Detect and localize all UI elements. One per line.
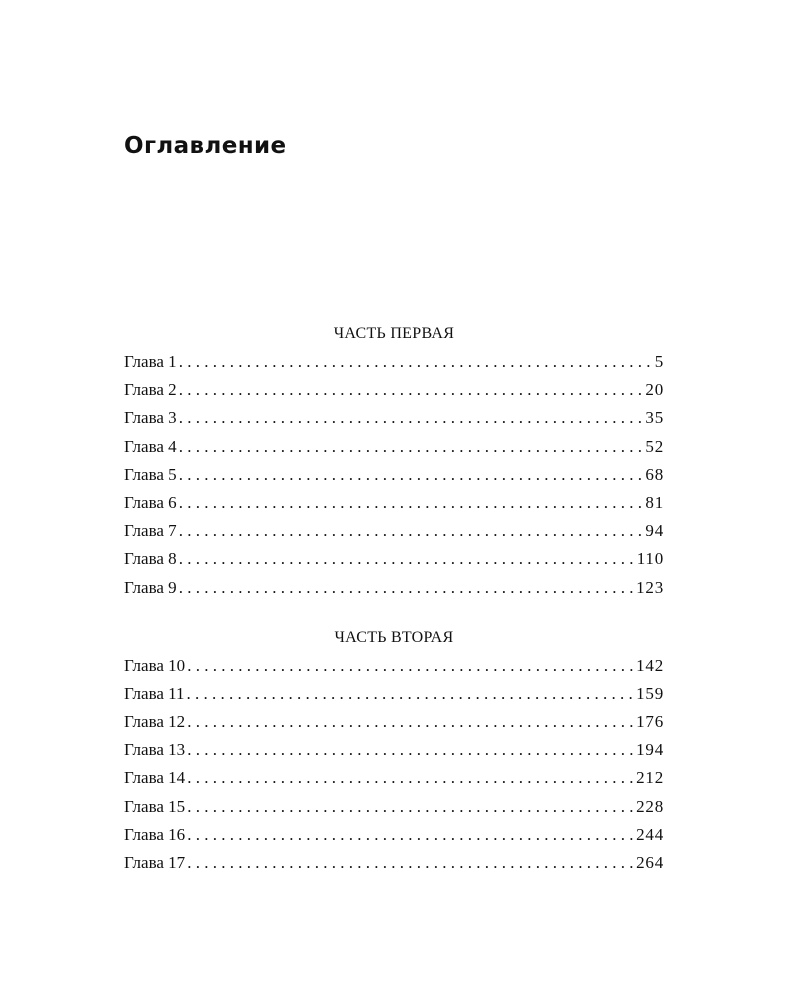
chapter-label: Глава 8: [124, 549, 177, 569]
chapter-label: Глава 17: [124, 853, 186, 872]
toc-entry[interactable]: [124, 574, 664, 602]
dot-leader: [187, 793, 634, 821]
dot-leader: [187, 764, 634, 792]
toc-entry[interactable]: [124, 708, 664, 736]
dot-leader: [179, 348, 653, 376]
page-number: 110: [636, 549, 664, 569]
chapter-label: Глава 15: [124, 796, 186, 816]
table-of-contents: [124, 320, 664, 877]
dot-leader: [187, 821, 634, 849]
dot-leader: [187, 736, 634, 764]
dot-leader: [187, 652, 634, 680]
page-title: Оглавление: [124, 133, 287, 159]
dot-leader: [179, 517, 644, 545]
dot-leader: [179, 574, 634, 602]
toc-entry[interactable]: [124, 736, 664, 764]
part-one: [124, 320, 664, 602]
chapter-label: Глава 14: [124, 768, 186, 788]
page-number: 20: [645, 380, 664, 400]
dot-leader: [187, 849, 634, 877]
chapter-label: Глава 6: [124, 492, 177, 512]
chapter-label: Глава 13: [124, 740, 186, 760]
chapter-label: Глава 5: [124, 464, 177, 484]
page-number: 94: [645, 521, 664, 541]
toc-entry[interactable]: [124, 764, 664, 792]
toc-entry[interactable]: [124, 793, 664, 821]
chapter-label: Глава 11: [124, 683, 185, 703]
page-number: 244: [636, 824, 664, 844]
page-number: 142: [636, 655, 664, 675]
toc-entry[interactable]: [124, 404, 664, 432]
toc-entry[interactable]: [124, 652, 664, 680]
dot-leader: [179, 461, 644, 489]
page-number: 194: [636, 740, 664, 760]
chapter-label: Глава 9: [124, 577, 177, 597]
toc-entry[interactable]: [124, 821, 664, 849]
chapter-label: Глава 7: [124, 521, 177, 541]
toc-entry[interactable]: [124, 376, 664, 404]
toc-entry[interactable]: [124, 489, 664, 517]
page-number: 264: [636, 853, 664, 872]
dot-leader: [179, 376, 644, 404]
toc-entry[interactable]: [124, 849, 664, 877]
page-number: 81: [645, 492, 664, 512]
part-title: ЧАСТЬ ПЕРВАЯ: [333, 325, 455, 342]
dot-leader: [187, 708, 634, 736]
toc-entry[interactable]: [124, 433, 664, 461]
page-number: 5: [654, 352, 664, 371]
toc-entry[interactable]: [124, 545, 664, 573]
chapter-label: Глава 12: [124, 712, 186, 732]
toc-entry[interactable]: [124, 680, 664, 708]
toc-entry[interactable]: [124, 348, 664, 376]
part-two: [124, 624, 664, 878]
chapter-label: Глава 2: [124, 380, 177, 400]
chapter-label: Глава 4: [124, 436, 177, 456]
dot-leader: [179, 545, 635, 573]
part-title: ЧАСТЬ ВТОРАЯ: [334, 628, 454, 646]
dot-leader: [187, 680, 635, 708]
dot-leader: [179, 404, 644, 432]
page-number: 68: [645, 464, 664, 484]
chapter-label: Глава 3: [124, 408, 177, 428]
dot-leader: [179, 489, 644, 517]
chapter-label: Глава 16: [124, 824, 186, 844]
page-number: 176: [636, 712, 664, 732]
page-number: 123: [636, 577, 664, 597]
page-number: 52: [645, 436, 664, 456]
chapter-label: Глава 1: [124, 352, 177, 371]
page-number: 212: [636, 768, 664, 788]
toc-entry[interactable]: [124, 461, 664, 489]
page-number: 159: [636, 683, 664, 703]
chapter-label: Глава 10: [124, 655, 186, 675]
page-number: 228: [636, 796, 664, 816]
dot-leader: [179, 433, 644, 461]
page-number: 35: [645, 408, 664, 428]
toc-entry[interactable]: [124, 517, 664, 545]
